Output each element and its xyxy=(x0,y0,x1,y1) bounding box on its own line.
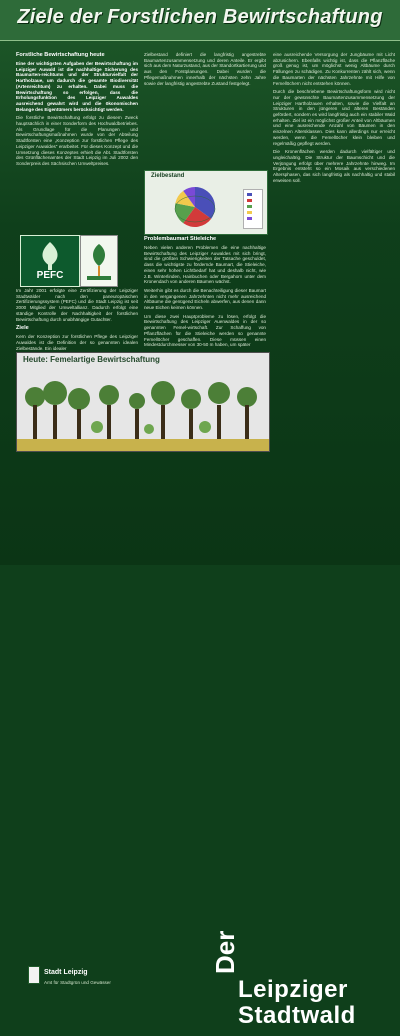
pefc-logo-text: PEFC xyxy=(36,270,64,281)
tree-crowns xyxy=(25,381,257,410)
paragraph-col1-2: Die forstliche Bewirtschaftung erfolgt zu diesem Zweck hauptsächlich in einer Sonderform des Hochwaldbetriebes. Als Grundlage für die Planungen und Bewirtschaftungsmaßnahmen wurde von der Abteilung Stadtforsten eine „Konzeption zur forstlichen Pflege des Leipziger Auwaldes“ erarbeitet. Für dieses Konzept und die Umsetzung dieses Konzeptes erhielt die Abt. Stadtforsten des Grünflächenamtes der Stadt Leipzig im Juli 2002 den Sonderpreis des Sächsischen Umweltpreises. xyxy=(16,115,138,166)
chart-legend xyxy=(243,189,263,229)
zielbestand-pie xyxy=(165,177,235,232)
page-title: Ziele der Forstlichen Bewirtschaftung xyxy=(17,6,383,28)
paragraph-col3-2: Durch die beschriebene Bewirtschaftungsform wird nicht nur der gewünschte Baumartenzusammensetzung der Leipziger Hartholzauen erhalten, sowie die Vielfalt an Strukturen in den jüngeren und älteren Beständen gefördert, sondern es wird langfristig auch ein stabiler Wald erhalten. Ziel ist ein möglichst großer Anteil von Altbäumen und eine ausreichende Anzahl von Bäumen in den einzelnen Altersklassen. Dies kann allerdings nur erreicht werden, wenn die Femellöcher klein bleiben und regelmäßig gepflegt werden. xyxy=(273,89,395,146)
chart-title: Zielbestand xyxy=(151,173,185,179)
legend-swatch-2 xyxy=(247,199,252,202)
section-heading-stieleiche: Problembaumart Stieleiche xyxy=(144,236,217,242)
zielbestand-chart xyxy=(144,170,268,235)
paragraph-col2-1: Zielbestand definiert die langfristig angestrebte Baumartenzusammensetzung und deren Anteile. Er ergibt sich aus dem Naturzustand, aus der Standortkartierung und aus den Forstplanungen. Dabei wurden die Pflegemaßnahmen innerhalb der nächsten zehn Jahre sowie der langfristig angestrebte Zustand festgelegt. xyxy=(144,52,266,86)
pefc-logo xyxy=(20,235,80,287)
paragraph-col3-1: eine ausreichende Versorgung der Jungbäume mit Licht abzusichern. Ebenfalls wichtig ist, dass die Pflanzfläche groß genug ist, um möglichst wenig Altbäume durch Fällungen zu schädigen. Zu Konkurrenten zählt sich, wenn die Baumarten der nächsten Jahrzehnte mit Hilfe von Femellöchern nicht entstehen können. xyxy=(273,52,395,86)
city-department: Amt für Stadtgrün und Gewässer xyxy=(44,980,111,985)
brand-line-1: Leipziger xyxy=(238,976,348,1003)
seal-leaf-icon xyxy=(81,236,117,286)
paragraph-col1-4: Kern der Konzeption zur forstlichen Pflege des Leipziger Auwaldes ist die Definition der so genannten idealen Zielbestände. Ein idealer xyxy=(16,334,138,351)
tree-trunks xyxy=(33,405,249,439)
legend-swatch-1 xyxy=(247,193,252,196)
section-heading-bewirtschaftung-heute: Forstliche Bewirtschaftung heute xyxy=(16,52,105,58)
legend-swatch-5 xyxy=(247,217,252,220)
title-bar xyxy=(0,0,400,41)
paragraph-col3-3: Die Kronenflächen werden dadurch vielfältiger und ungleichaltrig. Die Struktur der Baumschicht und die Verjüngung erfolgt über mehrere Jahrzehnte hinweg. Im Ergebnis entsteht so ein Mosaik aus verschiedenen Altersphasen, das sich langfristig als nachhaltig und stabil erweisen soll. xyxy=(273,149,395,183)
paragraph-col1-1: Eine der wichtigsten Aufgaben der Bewirtschaftung im Leipziger Auwald ist die nachhaltige Sicherung des Baumarten-reichtums und der Strukturvielfalt der Hartholzaue, um dadurch die gesamte Biodiversität (Artenreichtum) zu erhalten. Dabei muss die Bewirtschaftung so erfolgen, dass die Erholungsfunktion des Leipziger Auwaldes ausreichend gewahrt wird und die ökonomischen Belange des Eigentümers berücksichtigt werden. xyxy=(16,61,138,112)
paragraph-col1-3: Im Jahr 2001 erfolgte eine Zertifizierung der Leipziger Stadtwälder nach den paneuropäischen Zertifizierungssystem (PEFC) und die Stadt Leipzig ist seit 2000 Mitglied der Umweltallianz. Dadurch erfolgt eine ständige Kontrolle der Nachhaltigkeit der forstlichen Bewirtschaftung durch unabhängige Gutachter. xyxy=(16,288,138,322)
ground-strip xyxy=(17,439,269,451)
forest-illustration xyxy=(17,353,269,451)
text-column-left-lower xyxy=(16,288,138,354)
text-column-middle-lower xyxy=(144,236,266,351)
paragraph-col2-3: Weiterhin gibt es durch die Benachteiligung dieser Baumart in den vergangenen Jahrzehnten nicht mehr ausreichend Altbäume die genügend Eicheln abwerfen, aus denen dann neue Eichen keimen können. xyxy=(144,287,266,311)
femel-diagram xyxy=(16,352,270,452)
certification-logos xyxy=(20,235,118,285)
paragraph-col2-4: Um diese zwei Hauptprobleme zu lösen, erfolgt die Bewirtschaftung des Leipziger Auenwaldes in der so genannten Femel-wirtschaft. Zur Schaffung von Pflanzflächen für die Stieleiche werden so genannte Femellöcher geschaffen. Diese müssen einen Mindestdurchmesser von 30-50 m haben, um später xyxy=(144,313,266,348)
legend-swatch-4 xyxy=(247,211,252,214)
legend-swatch-3 xyxy=(247,205,252,208)
city-logo xyxy=(28,966,40,984)
city-name: Stadt Leipzig xyxy=(44,969,88,976)
environment-seal xyxy=(80,235,118,287)
brand-der: Der xyxy=(210,930,240,974)
section-heading-ziele: Ziele xyxy=(16,325,29,332)
brand-logo xyxy=(210,930,390,1036)
text-column-right xyxy=(273,52,395,404)
footer xyxy=(0,474,400,1029)
brand-line-2: Stadtwald xyxy=(238,1002,356,1029)
paragraph-col2-2: Neben vielen anderen Problemen die eine nachhaltige Bewirtschaftung des Leipziger Auwaldes mit sich bringt, sind die größten Schwierigkeiten der Tatsache geschuldet, dass die wichtigste zu fördernde Baumart, die Stieleiche, einen sehr hohen Lichtbedarf hat und deshalb nicht, wie z.B. Winterlinden, Hainbuchen oder Bergahorn unter dem Kronendach von anderen Bäumen wächst. xyxy=(144,245,266,285)
diagram-title: Heute: Femelartige Bewirtschaftung xyxy=(23,355,160,364)
